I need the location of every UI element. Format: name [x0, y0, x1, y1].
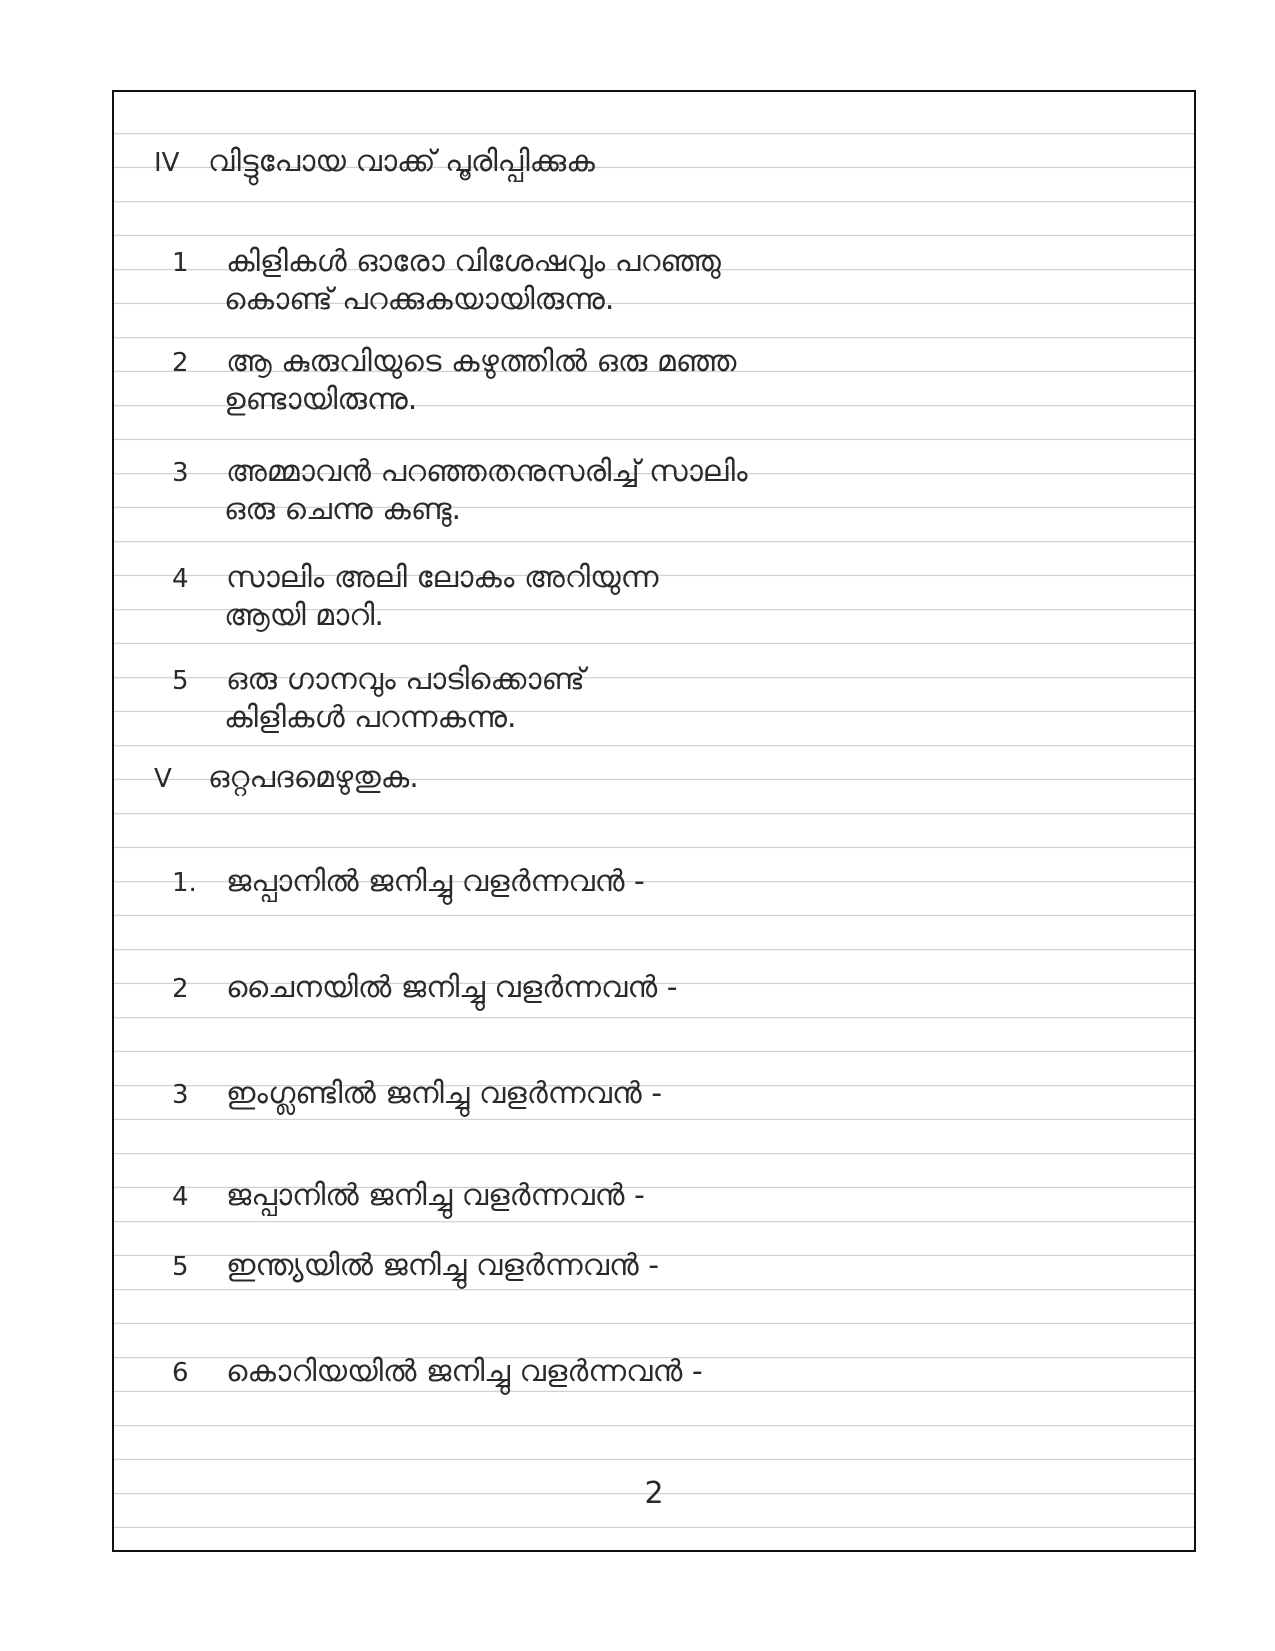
question-line [172, 454, 748, 490]
question-number: 4 [172, 564, 189, 594]
question-line [172, 560, 658, 596]
question-number: 2 [172, 974, 189, 1004]
question-number: 4 [172, 1182, 189, 1212]
question-text: അമ്മാവൻ പറഞ്ഞതനുസരിച്ച് സാലിം [226, 454, 748, 489]
question-continuation: കിളികൾ പറന്നകന്നു. [224, 700, 517, 735]
question-line [172, 1354, 703, 1390]
question-text: ചൈനയിൽ ജനിച്ചു വളർന്നവൻ - [226, 970, 678, 1005]
question-number: 1 [172, 248, 189, 278]
question-continuation: കൊണ്ട് പറക്കുകയായിരുന്നു. [224, 282, 615, 317]
question-line [172, 344, 736, 380]
question-text: കൊറിയയിൽ ജനിച്ചു വളർന്നവൻ - [226, 1354, 703, 1389]
question-number: 2 [172, 348, 189, 378]
ruled-notebook-page [112, 90, 1196, 1552]
question-line [172, 1178, 645, 1214]
question-number: 1. [172, 868, 197, 898]
question-text: സാലിം അലി ലോകം അറിയുന്ന [226, 560, 659, 595]
question-line [172, 970, 678, 1006]
page-number: 2 [644, 1476, 664, 1511]
section-v-title: ഒറ്റപദമെഴുതുക. [208, 760, 419, 795]
question-text: കിളികൾ ഓരോ വിശേഷവും പറഞ്ഞു [226, 244, 721, 279]
question-text: ജപ്പാനിൽ ജനിച്ചു വളർന്നവൻ - [226, 864, 645, 899]
question-text: ഇംഗ്ലണ്ടിൽ ജനിച്ചു വളർന്നവൻ - [226, 1076, 663, 1111]
question-text: ജപ്പാനിൽ ജനിച്ചു വളർന്നവൻ - [226, 1178, 645, 1213]
question-number: 3 [172, 1080, 189, 1110]
question-number: 3 [172, 458, 189, 488]
question-text: ആ കുരുവിയുടെ കഴുത്തിൽ ഒരു മഞ്ഞ [226, 344, 737, 379]
section-v-heading [154, 760, 419, 796]
section-iv-heading [154, 144, 595, 180]
question-number: 6 [172, 1358, 189, 1388]
section-iv-title: വിട്ടുപോയ വാക്ക് പൂരിപ്പിക്കുക [208, 144, 595, 179]
section-iv-numeral: IV [154, 148, 180, 178]
question-text: ഇന്ത്യയിൽ ജനിച്ചു വളർന്നവൻ - [226, 1248, 660, 1283]
question-continuation: ഉണ്ടായിരുന്നു. [224, 382, 418, 417]
question-line [172, 1248, 659, 1284]
question-number: 5 [172, 1252, 189, 1282]
question-line [172, 864, 645, 900]
question-line [172, 244, 721, 280]
question-number: 5 [172, 666, 189, 696]
section-v-numeral: V [154, 764, 172, 794]
question-continuation: ഒരു ചെന്നു കണ്ടു. [224, 492, 461, 527]
question-continuation: ആയി മാറി. [224, 598, 384, 633]
question-text: ഒരു ഗാനവും പാടിക്കൊണ്ട് [226, 662, 585, 697]
question-line [172, 662, 585, 698]
question-line [172, 1076, 662, 1112]
